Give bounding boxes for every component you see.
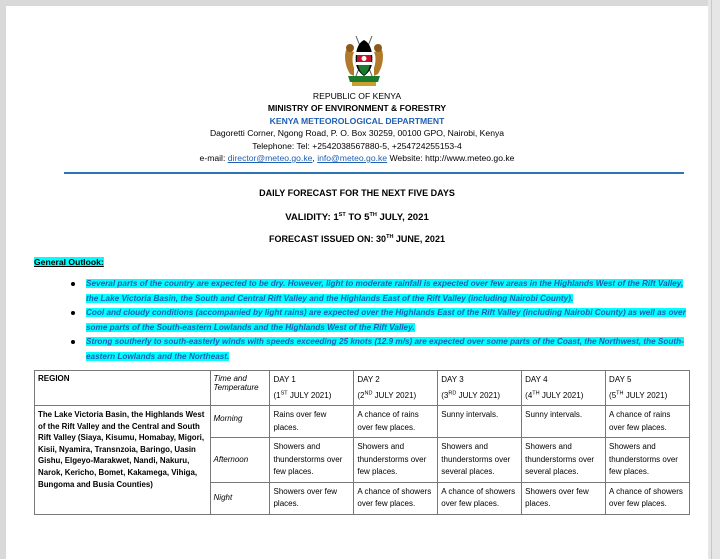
general-outlook-label: General Outlook: — [34, 257, 104, 267]
letterhead — [6, 90, 708, 164]
forecast-cell: A chance of rains over few places. — [606, 406, 690, 438]
forecast-cell: Showers and thunderstorms over several places. — [438, 438, 522, 483]
day-date-num: (5 — [609, 391, 617, 400]
document-page — [6, 6, 708, 559]
outlook-bullet — [68, 306, 688, 335]
day-date — [273, 390, 350, 402]
issued-sup: TH — [386, 234, 394, 240]
outlook-bullet-text: Strong southerly to south-easterly winds with speeds exceeding 25 knots (12.9 m/s) are expected over some parts of the Coast, the Northwest, the South-eastern Lowlands and the Northeast. — [86, 337, 684, 361]
forecast-cell: Sunny intervals. — [438, 406, 522, 438]
telephone-line: Telephone: Tel: +2542038567880-5, +254724255153-4 — [252, 140, 462, 151]
day-date-num: (1 — [273, 391, 281, 400]
forecast-cell: Showers over few places. — [522, 482, 606, 514]
forecast-cell: Showers and thunderstorms over few places. — [606, 438, 690, 483]
forecast-cell: Showers over few places. — [270, 482, 354, 514]
outlook-bullet — [68, 335, 688, 364]
email-prefix: e-mail: — [199, 153, 228, 164]
col-header-time: Time and Temperature — [210, 371, 270, 406]
day-date-rest: JULY 2021) — [456, 391, 501, 400]
day-date-num: (4 — [525, 391, 533, 400]
time-cell-morning: Morning — [210, 406, 270, 438]
day-label: DAY 3 — [441, 375, 464, 384]
table-row-morning — [35, 406, 690, 438]
website-text: Website: http://www.meteo.go.ke — [387, 153, 515, 164]
issued-prefix: FORECAST ISSUED ON: 30 — [269, 234, 387, 244]
day-date-num: (3 — [441, 391, 449, 400]
day-date — [525, 390, 602, 402]
table-header-row — [35, 371, 690, 406]
ministry-line: MINISTRY OF ENVIRONMENT & FORESTRY — [267, 103, 447, 114]
address-line: Dagoretti Corner, Ngong Road, P. O. Box 30259, 00100 GPO, Nairobi, Kenya — [209, 128, 505, 139]
vertical-scrollbar[interactable] — [708, 0, 720, 559]
forecast-cell: Showers and thunderstorms over few places. — [354, 438, 438, 483]
forecast-cell: A chance of rains over few places. — [354, 406, 438, 438]
col-header-day-2 — [354, 371, 438, 406]
kenya-coat-of-arms-icon — [342, 32, 386, 88]
validity-suffix: JULY, 2021 — [376, 212, 429, 223]
day-label: DAY 4 — [525, 375, 548, 384]
day-date-sup: ST — [280, 390, 288, 397]
republic-line: REPUBLIC OF KENYA — [312, 91, 402, 101]
day-date-sup: TH — [616, 390, 624, 397]
validity-sup-end: TH — [369, 211, 377, 218]
forecast-cell: Rains over few places. — [270, 406, 354, 438]
email-separator: , — [312, 153, 318, 164]
col-header-day-5 — [606, 371, 690, 406]
day-date-rest: JULY 2021) — [623, 391, 668, 400]
day-date-rest: JULY 2021) — [539, 391, 584, 400]
col-header-region: REGION — [35, 371, 211, 406]
forecast-cell: A chance of showers over few places. — [354, 482, 438, 514]
email-link-director[interactable]: director@meteo.go.ke — [227, 153, 313, 164]
bullet-dot-icon — [71, 311, 75, 315]
general-outlook-heading — [34, 257, 104, 267]
day-label: DAY 5 — [609, 375, 632, 384]
forecast-cell: A chance of showers over few places. — [606, 482, 690, 514]
header-divider — [64, 172, 684, 174]
day-date-sup: RD — [448, 390, 457, 397]
forecast-title: DAILY FORECAST FOR THE NEXT FIVE DAYS — [259, 188, 455, 198]
forecast-cell: A chance of showers over few places. — [438, 482, 522, 514]
day-date-rest: JULY 2021) — [287, 391, 332, 400]
day-date-sup: TH — [532, 390, 540, 397]
day-date-sup: ND — [364, 390, 373, 397]
forecast-cell: Showers and thunderstorms over several places. — [522, 438, 606, 483]
forecast-cell: Sunny intervals. — [522, 406, 606, 438]
day-date-rest: JULY 2021) — [372, 391, 417, 400]
validity-mid: TO 5 — [345, 212, 370, 223]
scrollbar-track[interactable] — [711, 0, 712, 559]
validity-sup-start: ST — [338, 211, 346, 218]
time-cell-afternoon: Afternoon — [210, 438, 270, 483]
col-header-day-3 — [438, 371, 522, 406]
issued-suffix: JUNE, 2021 — [393, 234, 445, 244]
email-link-info[interactable]: info@meteo.go.ke — [317, 153, 388, 164]
outlook-bullet — [68, 277, 688, 306]
outlook-bullet-list — [68, 277, 688, 365]
forecast-table — [34, 370, 690, 515]
day-label: DAY 2 — [357, 375, 380, 384]
day-date — [609, 390, 686, 402]
contact-line — [6, 152, 708, 164]
day-date — [357, 390, 434, 402]
region-name-cell: The Lake Victoria Basin, the Highlands West of the Rift Valley and the Central and South Rift Valley (Siaya, Kisumu, Homabay, Migori, Kisii, Nyamira, Transnzoia, Baringo, Uasin Gishu, Elgeyo-Marakwet, Nandi, Nakuru, Narok, Kericho, Bomet, Kakamega, Vihiga, Bungoma and Busia Counties) — [35, 406, 211, 515]
forecast-cell: Showers and thunderstorms over few places. — [270, 438, 354, 483]
col-header-day-4 — [522, 371, 606, 406]
validity-line — [6, 212, 708, 223]
bullet-dot-icon — [71, 340, 75, 344]
outlook-bullet-text: Cool and cloudy conditions (accompanied by light rains) are expected over the Highlands East of the Rift Valley (including Nairobi County) as well as over some parts of the South-eastern Lowlands and the Highlands West of the Rift Valley. — [86, 308, 686, 332]
bullet-dot-icon — [71, 282, 75, 286]
issued-line — [6, 234, 708, 244]
col-header-day-1 — [270, 371, 354, 406]
outlook-bullet-text: Several parts of the country are expected to be dry. However, light to moderate rainfall is expected over few areas in the Highlands West of the Rift Valley, the Lake Victoria Basin, the South and Central Rift Valley and the Highlands East of the Rift Valley (including Nairobi County). — [86, 279, 684, 303]
day-date-num: (2 — [357, 391, 365, 400]
department-line: KENYA METEOROLOGICAL DEPARTMENT — [269, 115, 445, 126]
time-cell-night: Night — [210, 482, 270, 514]
day-label: DAY 1 — [273, 375, 296, 384]
day-date — [441, 390, 518, 402]
validity-prefix: VALIDITY: 1 — [285, 212, 339, 223]
